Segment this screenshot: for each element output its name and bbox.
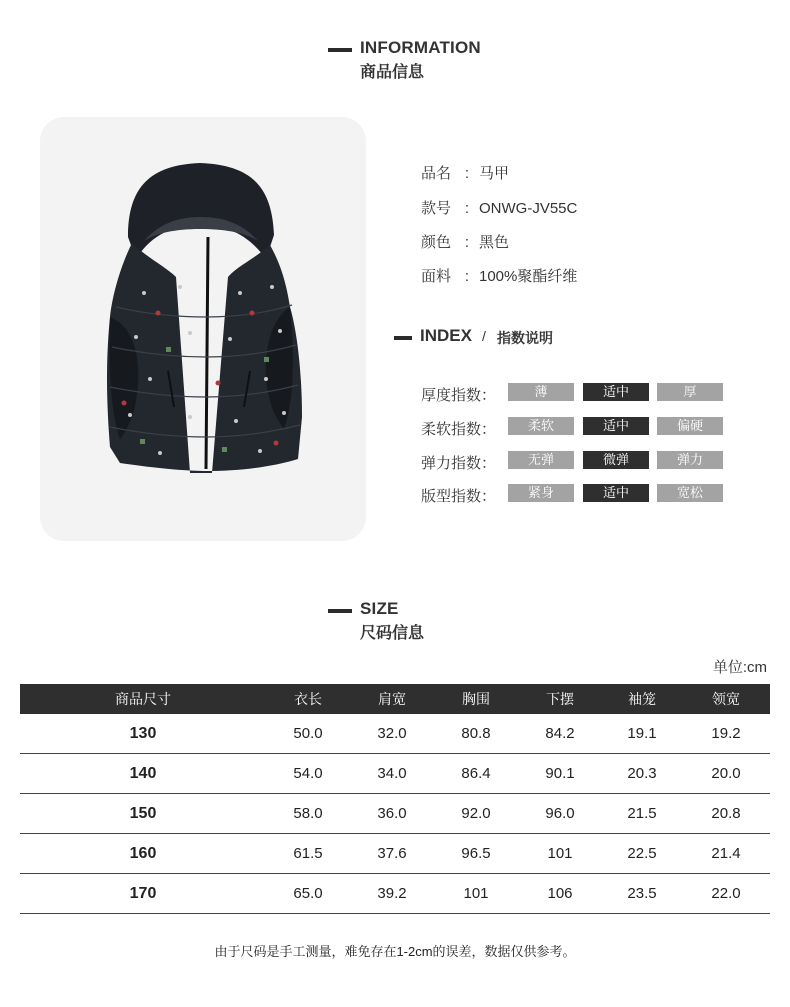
index-option: 弹力 (657, 451, 723, 469)
column-header: 衣长 (266, 684, 350, 714)
header-bar (328, 609, 352, 613)
table-cell: 92.0 (434, 794, 518, 834)
product-name-row (421, 162, 509, 183)
index-label (421, 418, 496, 439)
product-model-value: ONWG-JV55C (479, 200, 578, 217)
table-row (20, 754, 770, 794)
product-name-label: 品名 (421, 165, 452, 182)
table-cell: 21.5 (602, 794, 682, 834)
table-row (20, 834, 770, 874)
size-cell: 170 (20, 874, 266, 914)
table-cell: 50.0 (266, 714, 350, 754)
table-cell: 20.3 (602, 754, 682, 794)
index-colon: ： (481, 421, 497, 438)
table-cell: 22.5 (602, 834, 682, 874)
index-label-text: 厚度指数 (421, 387, 482, 404)
table-cell: 22.0 (682, 874, 770, 914)
index-label (421, 452, 496, 473)
separator: : (464, 200, 470, 217)
size-title-cn: 尺码信息 (360, 625, 425, 642)
column-header: 商品尺寸 (20, 684, 266, 714)
table-cell: 21.4 (682, 834, 770, 874)
index-label (421, 384, 496, 405)
index-option: 厚 (657, 383, 723, 401)
table-cell: 39.2 (350, 874, 434, 914)
table-cell: 90.1 (518, 754, 602, 794)
index-label-text: 弹力指数 (421, 455, 482, 472)
table-cell: 19.1 (602, 714, 682, 754)
table-cell: 84.2 (518, 714, 602, 754)
product-color-label: 颜色 (421, 234, 452, 251)
product-color-value: 黑色 (479, 234, 510, 251)
separator: : (464, 268, 470, 285)
size-cell: 150 (20, 794, 266, 834)
index-option: 柔软 (508, 417, 574, 435)
index-option: 无弹 (508, 451, 574, 469)
index-option: 偏硬 (657, 417, 723, 435)
table-cell: 37.6 (350, 834, 434, 874)
size-title-en: SIZE (360, 599, 399, 618)
index-title-slash: / (482, 328, 486, 344)
column-header: 肩宽 (350, 684, 434, 714)
vest-image (40, 117, 366, 541)
table-cell: 101 (518, 834, 602, 874)
header-bar (394, 336, 412, 340)
measurement-footnote: 由于尺码是手工测量，难免存在1-2cm的误差，数据仅供参考。 (214, 944, 576, 959)
size-cell: 140 (20, 754, 266, 794)
product-color-row (421, 231, 509, 252)
product-fabric-label: 面料 (421, 268, 452, 285)
index-colon: ： (481, 455, 497, 472)
table-cell: 96.0 (518, 794, 602, 834)
table-cell: 20.0 (682, 754, 770, 794)
table-cell: 65.0 (266, 874, 350, 914)
size-cell: 130 (20, 714, 266, 754)
header-bar (328, 48, 352, 52)
product-model-row (421, 197, 577, 218)
size-table (20, 684, 770, 914)
table-cell: 80.8 (434, 714, 518, 754)
table-cell: 20.8 (682, 794, 770, 834)
table-cell: 36.0 (350, 794, 434, 834)
table-cell: 96.5 (434, 834, 518, 874)
index-colon: ： (481, 488, 497, 505)
unit-label: 单位:cm (712, 659, 767, 676)
index-option: 宽松 (657, 484, 723, 502)
product-fabric-row (421, 265, 577, 286)
table-row (20, 874, 770, 914)
index-option-selected: 微弹 (583, 451, 649, 469)
table-cell: 19.2 (682, 714, 770, 754)
separator: : (464, 234, 470, 251)
table-cell: 106 (518, 874, 602, 914)
table-cell: 101 (434, 874, 518, 914)
index-label-text: 柔软指数 (421, 421, 482, 438)
index-option: 紧身 (508, 484, 574, 502)
index-option-selected: 适中 (583, 417, 649, 435)
index-label (421, 485, 496, 506)
index-colon: ： (481, 387, 497, 404)
index-option: 薄 (508, 383, 574, 401)
index-title-en: INDEX (420, 326, 472, 345)
table-cell: 58.0 (266, 794, 350, 834)
column-header: 袖笼 (602, 684, 682, 714)
size-cell: 160 (20, 834, 266, 874)
column-header: 下摆 (518, 684, 602, 714)
index-title-cn: 指数说明 (497, 330, 553, 346)
table-row (20, 714, 770, 754)
table-row (20, 794, 770, 834)
product-name-value: 马甲 (479, 165, 510, 182)
index-label-text: 版型指数 (421, 488, 482, 505)
product-model-label: 款号 (421, 200, 452, 217)
product-fabric-value: 100%聚酯纤维 (479, 268, 578, 285)
product-photo (40, 117, 366, 541)
index-option-selected: 适中 (583, 484, 649, 502)
separator: : (464, 165, 470, 182)
index-option-selected: 适中 (583, 383, 649, 401)
table-cell: 23.5 (602, 874, 682, 914)
table-cell: 34.0 (350, 754, 434, 794)
size-table-header-row (20, 684, 770, 714)
column-header: 领宽 (682, 684, 770, 714)
table-cell: 61.5 (266, 834, 350, 874)
information-title-en: INFORMATION (360, 38, 481, 57)
table-cell: 32.0 (350, 714, 434, 754)
column-header: 胸围 (434, 684, 518, 714)
table-cell: 54.0 (266, 754, 350, 794)
table-cell: 86.4 (434, 754, 518, 794)
information-title-cn: 商品信息 (360, 64, 425, 81)
